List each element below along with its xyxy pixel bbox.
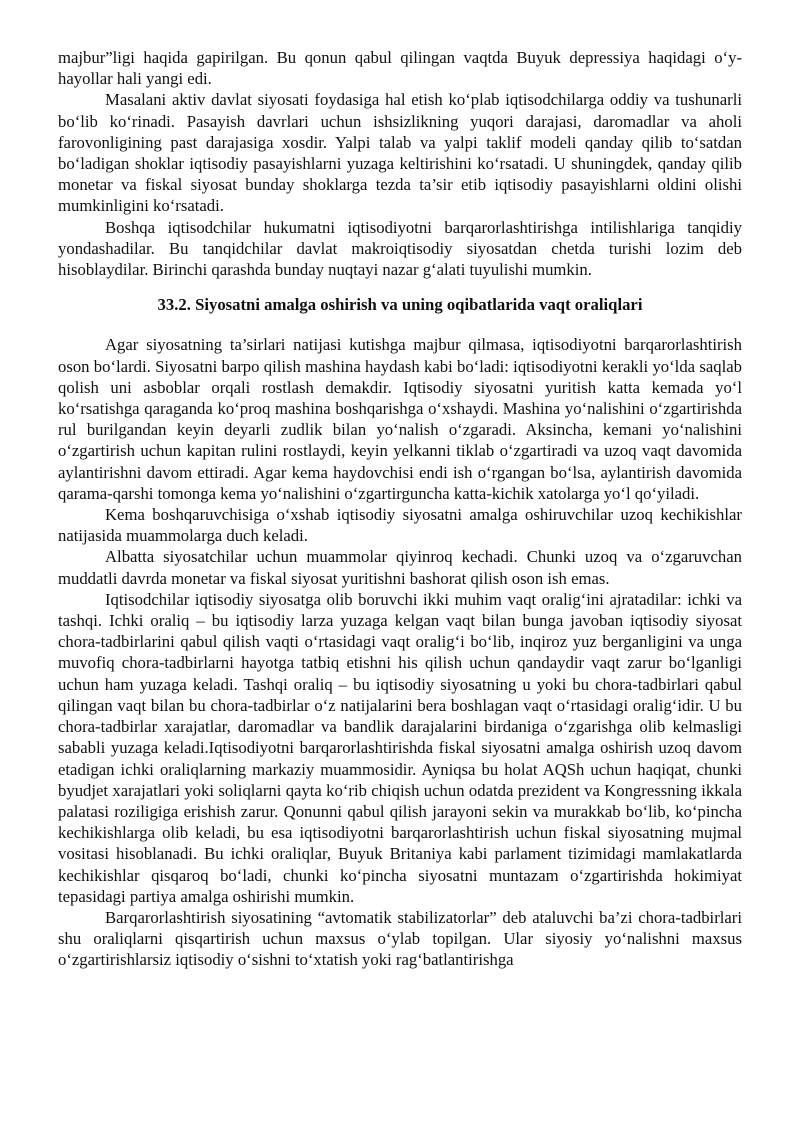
paragraph: Masalani aktiv davlat siyosati foydasiga hal etish ko‘plab iqtisodchilarga oddiy va tushunarli bo‘lib ko‘rinadi. Pasayish davrlari uchun ishsizlikning yuqori darajasi, daromadlar va aholi farovonligining past darajasiga xosdir. Yalpi talab va yalpi taklif modeli qanday qilib to‘satdan bo‘ladigan shoklar iqtisodiy pasayishlarni yuzaga keltirishini ko‘rsatadi. U shuningdek, qanday qilib monetar va fiskal siyosat bunday shoklarga tezda ta’sir etib iqtisodiy pasayishlarni oldini olishi mumkinligini ko‘rsatadi.	[58, 90, 742, 216]
paragraph: Boshqa iqtisodchilar hukumatni iqtisodiyotni barqarorlashtirishga intilishlariga tanqidiy yondashadilar. Bu tanqidchilar davlat makroiqtisodiy siyosatdan chetda turishi lozim deb hisoblaydilar. Birinchi qarashda bunday nuqtayi nazar g‘alati tuyulishi mumkin.	[58, 217, 742, 280]
document-page	[58, 47, 742, 971]
paragraph: Iqtisodchilar iqtisodiy siyosatga olib boruvchi ikki muhim vaqt oralig‘ini ajratadilar: ichki va tashqi. Ichki oraliq – bu iqtisodiy larza yuzaga kelgan vaqt bilan bunga javoban iqtisodiy siyosat chora-tadbirlarini qabul qilish vaqti o‘rtasidagi vaqt oralig‘i bo‘lib, inqiroz yuz berganligini va unga muvofiq chora-tadbirlarni hayotga tatbiq etishni his qilish uchun qandaydir vaqt zarur bo‘lganligi uchun ham yuzaga keladi. Tashqi oraliq – bu iqtisodiy siyosatning u yoki bu chora-tadbirlari qabul qilingan vaqt bilan bu chora-tadbirlar o‘z natijalarini bera boshlagan vaqt o‘rtasidagi oralig‘idir. U bu chora-tadbirlar xarajatlar, daromadlar va bandlik darajalarini birdaniga o‘zgarishga olib kelmasligi sababli yuzaga keladi.Iqtisodiyotni barqarorlashtirishda fiskal siyosatni amalga oshirish uzoq davom etadigan ichki oraliqlarning markaziy muammosidir. Ayniqsa bu holat AQSh uchun haqiqat, chunki byudjet xarajatlari yoki soliqlarni qayta ko‘rib chiqish uchun odatda prezident va Kongressning ikkala palatasi roziligiga erishish zarur. Qonunni qabul qilish jarayoni sekin va murakkab bo‘lib, ko‘pincha kechikishlarga olib keladi, bu esa iqtisodiyotni barqarorlashtirish uchun fiskal siyosatning mujmal vositasi hisoblanadi. Bu ichki oraliqlar, Buyuk Britaniya kabi parlament tizimidagi mamlakatlarda kechikishlar qisqaroq bo‘ladi, chunki ko‘pincha siyosatni muntazam o‘zgartirishda hokimiyat tepasidagi partiya amalga oshirishi mumkin.	[58, 589, 742, 906]
paragraph: Kema boshqaruvchisiga o‘xshab iqtisodiy siyosatni amalga oshiruvchilar uzoq kechikishlar natijasida muammolarga duch keladi.	[58, 505, 742, 546]
paragraph: Albatta siyosatchilar uchun muammolar qiyinroq kechadi. Chunki uzoq va o‘zgaruvchan muddatli davrda monetar va fiskal siyosat yuritishni bashorat qilish oson ish emas.	[58, 547, 742, 588]
section-heading: 33.2. Siyosatni amalga oshirish va uning oqibatlarida vaqt oraliqlari	[157, 295, 643, 315]
paragraph: majbur”ligi haqida gapirilgan. Bu qonun qabul qilingan vaqtda Buyuk depressiya haqidagi o‘y-hayollar hali yangi edi.	[58, 48, 742, 89]
paragraph: Agar siyosatning ta’sirlari natijasi kutishga majbur qilmasa, iqtisodiyotni barqarorlashtirish oson bo‘lardi. Siyosatni barpo qilish mashina haydash kabi bo‘ladi: iqtisodiyotni kerakli yo‘lda saqlab qolish uni asboblar orqali rostlash demakdir. Iqtisodiy siyosatni yuritish katta kemada yo‘l ko‘rsatishga qaraganda ko‘proq mashina boshqarishga o‘xshaydi. Mashina yo‘nalishini o‘zgartirishda rul burilgandan keyin deyarli zudlik bilan yo‘nalish o‘zgaradi. Aksincha, kemani yo‘nalishini o‘zgartirish uchun kapitan rulini rostlaydi, keyin yelkanni tiklab o‘zgartiradi va uzoq vaqt davomida aylantirishni davom ettiradi. Agar kema haydovchisi endi ish o‘rgangan bo‘lsa, aylantirish davomida qarama-qarshi tomonga kema yo‘nalishini o‘zgartirguncha katta-kichik xatolarga yo‘l qo‘yiladi.	[58, 335, 742, 503]
paragraph: Barqarorlashtirish siyosatining “avtomatik stabilizatorlar” deb ataluvchi ba’zi chora-tadbirlari shu oraliqlarni qisqartirish uchun maxsus o‘ylab topilgan. Ular siyosiy yo‘nalishni maxsus o‘zgartirishlarsiz iqtisodiy o‘sishni to‘xtatish yoki rag‘batlantirishga	[58, 907, 742, 970]
